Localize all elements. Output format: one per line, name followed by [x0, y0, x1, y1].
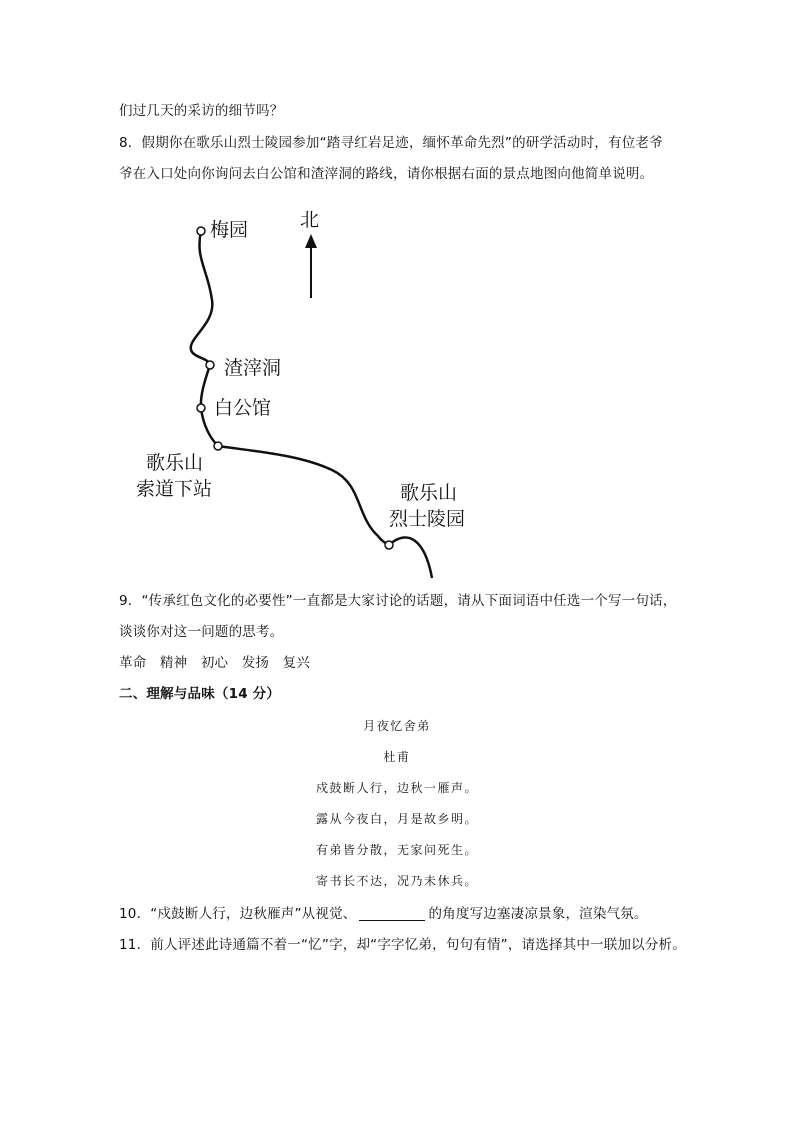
answer-blank[interactable] — [359, 906, 425, 921]
word-item: 初心 — [200, 655, 229, 671]
word-list — [119, 653, 319, 673]
poem-line: 有弟皆分散，无家问死生。 — [315, 843, 478, 857]
section-2-title: 二、理解与品味（14 分） — [119, 686, 281, 702]
question-10 — [119, 904, 648, 924]
zhazidong-point — [206, 361, 214, 369]
question-8-line-2: 爷在入口处向你询问去白公馆和渣滓洞的路线，请你根据右面的景点地图向他简单说明。 — [119, 166, 654, 182]
cemetery-label-line-2: 烈士陵园 — [389, 508, 466, 530]
question-10-after: 的角度写边塞凄凉景象，渲染气氛。 — [428, 906, 648, 922]
cemetery-point — [385, 541, 393, 549]
word-item: 复兴 — [282, 655, 311, 671]
cableway-label-line-1: 歌乐山 — [146, 452, 204, 474]
previous-question-tail: 们过几天的采访的细节吗？ — [119, 103, 284, 119]
cemetery-label-line-1: 歌乐山 — [400, 482, 458, 504]
question-8-line-1: 8．假期你在歌乐山烈士陵园参加“踏寻红岩足迹，缅怀革命先烈”的研学活动时，有位老爷 — [119, 135, 663, 151]
word-item: 革命 — [119, 655, 147, 671]
poem-line: 戍鼓断人行，边秋一雁声。 — [315, 781, 478, 795]
poem-author: 杜甫 — [383, 750, 411, 764]
poem-line: 露从今夜白，月是故乡明。 — [315, 812, 478, 826]
cableway-station-point — [214, 442, 222, 450]
cableway-label-line-2: 索道下站 — [136, 478, 213, 500]
question-9-line-2: 谈谈你对这一问题的思考。 — [119, 624, 284, 640]
meiyuan-point — [197, 227, 205, 235]
baigongguan-label: 白公馆 — [214, 397, 272, 419]
word-item: 精神 — [159, 655, 188, 671]
north-arrow-head — [305, 234, 317, 248]
question-10-before: 10．“戍鼓断人行，边秋雁声”从视觉、 — [119, 906, 357, 922]
meiyuan-label: 梅园 — [210, 219, 249, 241]
word-item: 发扬 — [241, 655, 270, 671]
question-9-line-1: 9．“传承红色文化的必要性”一直都是大家讨论的话题，请从下面词语中任选一个写一句话， — [119, 593, 677, 609]
baigongguan-point — [197, 404, 205, 412]
north-label: 北 — [300, 209, 320, 231]
zhazidong-label: 渣滓洞 — [224, 357, 282, 379]
poem-line: 寄书长不达，况乃未休兵。 — [315, 874, 478, 888]
question-11: 11．前人评述此诗通篇不着一“忆”字，却“字字忆弟，句句有情”，请选择其中一联加以分析。 — [119, 937, 686, 953]
poem-title: 月夜忆舍弟 — [363, 719, 431, 733]
